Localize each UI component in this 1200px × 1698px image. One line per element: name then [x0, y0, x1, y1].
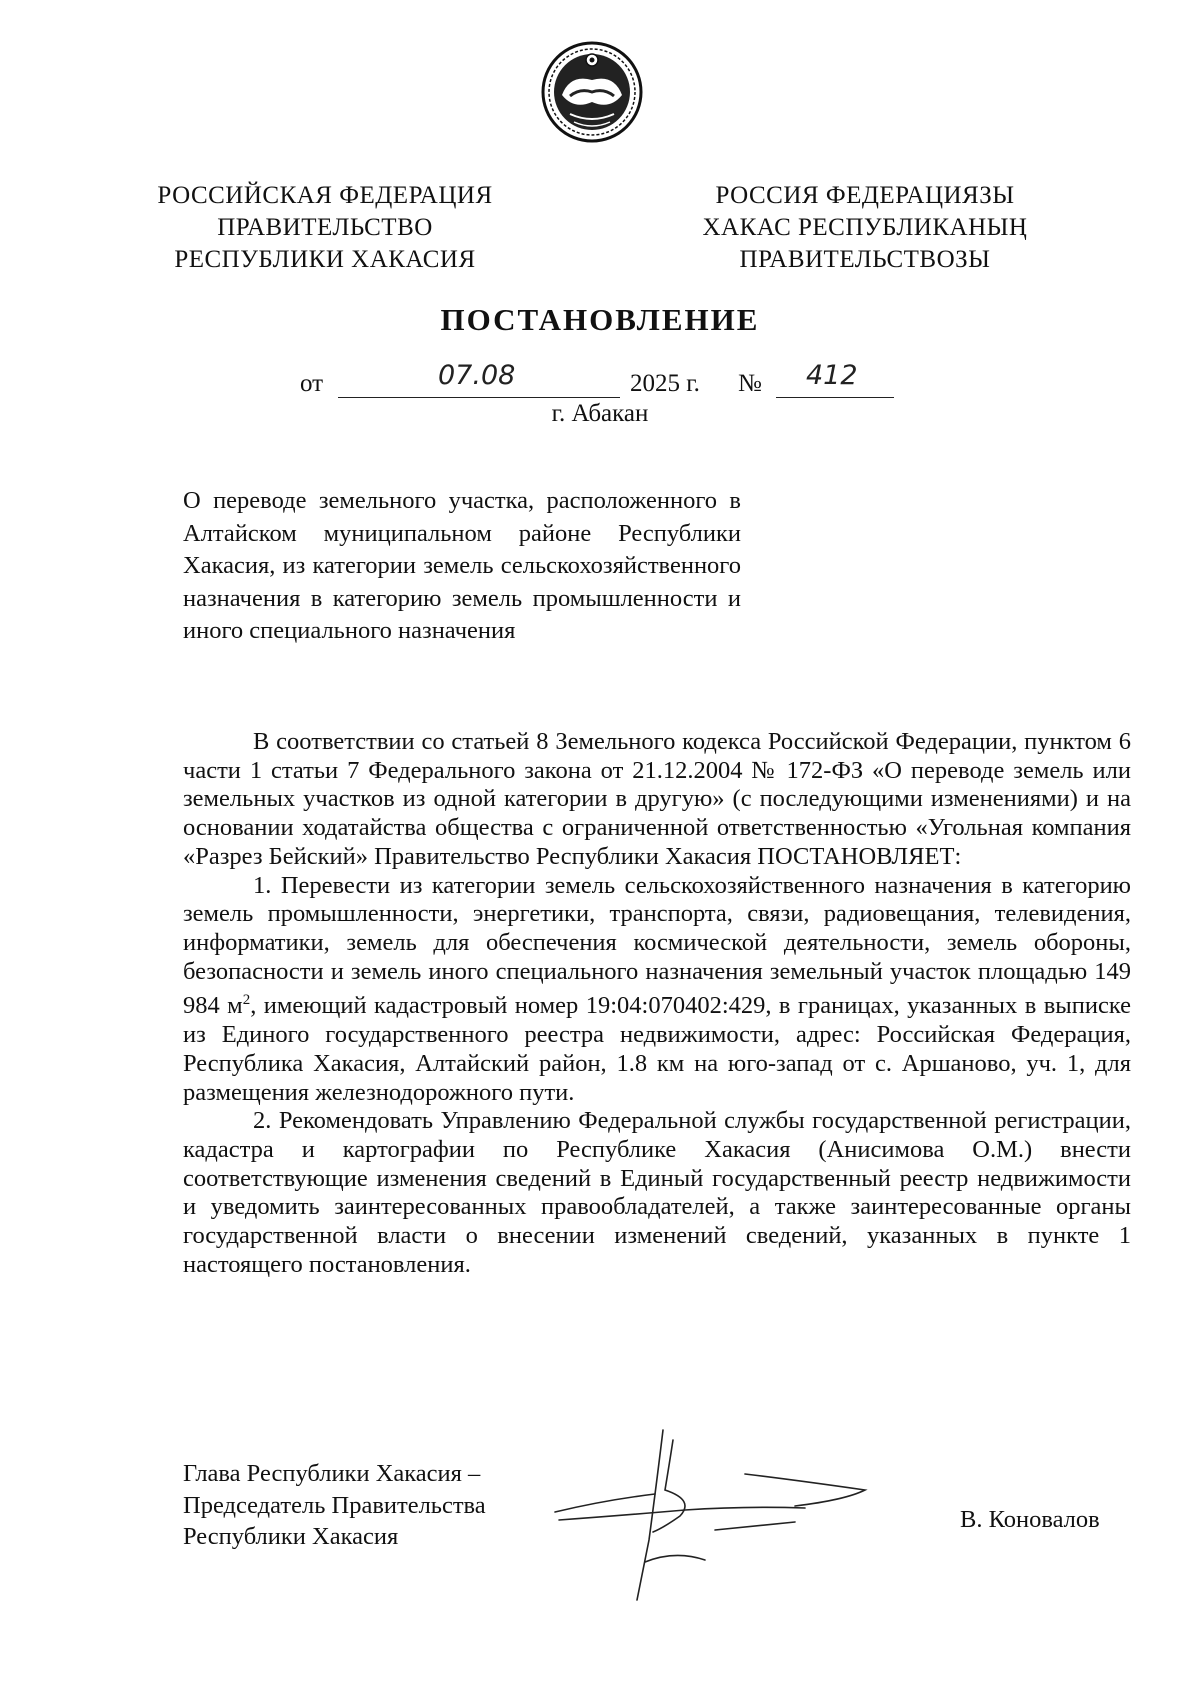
document-subject: О переводе земельного участка, расположенного в Алтайском муниципальном районе Республики Хакасия, из категории земель сельскохозяйственного назначения в категорию земель промышленности и иного специального назначения	[183, 487, 741, 644]
header-left-line: РОССИЙСКАЯ ФЕДЕРАЦИЯ	[157, 182, 493, 209]
preamble-paragraph: В соответствии со статьей 8 Земельного кодекса Российской Федерации, пунктом 6 части 1 статьи 7 Федерального закона от 21.12.2004 № 172-ФЗ «О переводе земель или земельных участков из одной категории в другую» (с последующими изменениями) и на основании ходатайства общества с ограниченной ответственностью «Угольная компания «Разрез Бейский» Правительство Республики Хакасия ПОСТАНОВЛЯЕТ:	[183, 728, 1131, 870]
paragraph-1	[183, 872, 1131, 1108]
header-right	[680, 180, 1050, 276]
header-right-line: ПРАВИТЕЛЬСТВОЗЫ	[739, 246, 991, 273]
number-label: №	[738, 370, 762, 397]
header-right-line: РОССИЯ ФЕДЕРАЦИЯЗЫ	[715, 182, 1015, 209]
year-label: 2025 г.	[630, 370, 700, 397]
document-body	[183, 728, 1131, 1280]
handwritten-signature	[545, 1420, 885, 1610]
paragraph-1-text-continued: , имеющий кадастровый номер 19:04:070402:429, в границах, указанных в выписке из Единого государственного реестра недвижимости, адрес: Российская Федерация, Республика Хакасия, Алтайский район, 1.8 км на юго-запад от с. Аршаново, уч. 1, для размещения железнодорожного пути.	[183, 992, 1131, 1106]
header-right-line: ХАКАС РЕСПУБЛИКАНЫҢ	[702, 214, 1028, 241]
signatory-title-line: Председатель Правительства	[183, 1491, 486, 1519]
header-left-line: ПРАВИТЕЛЬСТВО	[217, 214, 433, 241]
signatory-title	[183, 1458, 486, 1553]
area-unit-superscript: 2	[242, 992, 251, 1009]
signatory-name: В. Коновалов	[960, 1506, 1100, 1533]
from-label: от	[300, 370, 324, 397]
number-underline	[776, 397, 894, 398]
paragraph-2: 2. Рекомендовать Управлению Федеральной службы государственной регистрации, кадастра и картографии по Республике Хакасия (Анисимова О.М.) внести соответствующие изменения сведений в Единый государственный реестр недвижимости и уведомить заинтересованных правообладателей, а также заинтересованные органы государственной власти о внесении изменений сведений, указанных в пункте 1 настоящего постановления.	[183, 1107, 1131, 1278]
signatory-title-line: Глава Республики Хакасия –	[183, 1460, 481, 1487]
city-label: г. Абакан	[551, 400, 649, 427]
paragraph-1-text: 1. Перевести из категории земель сельскохозяйственного назначения в категорию земель промышленности, энергетики, транспорта, связи, радиовещания, телевидения, информатики, земель для обеспечения космической деятельности, земель обороны, безопасности и земель иного специального назначения земельный участок площадью 149 984 м	[183, 871, 1131, 1020]
header-left	[140, 180, 510, 276]
handwritten-number: 412	[806, 360, 858, 391]
document-type-title: ПОСТАНОВЛЕНИЕ	[440, 302, 760, 337]
date-underline	[338, 397, 620, 398]
coat-of-arms-emblem	[540, 40, 644, 144]
handwritten-date: 07.08	[438, 360, 516, 391]
date-number-line	[300, 360, 900, 404]
signatory-title-line: Республики Хакасия	[183, 1523, 399, 1550]
header-left-line: РЕСПУБЛИКИ ХАКАСИЯ	[174, 246, 476, 273]
